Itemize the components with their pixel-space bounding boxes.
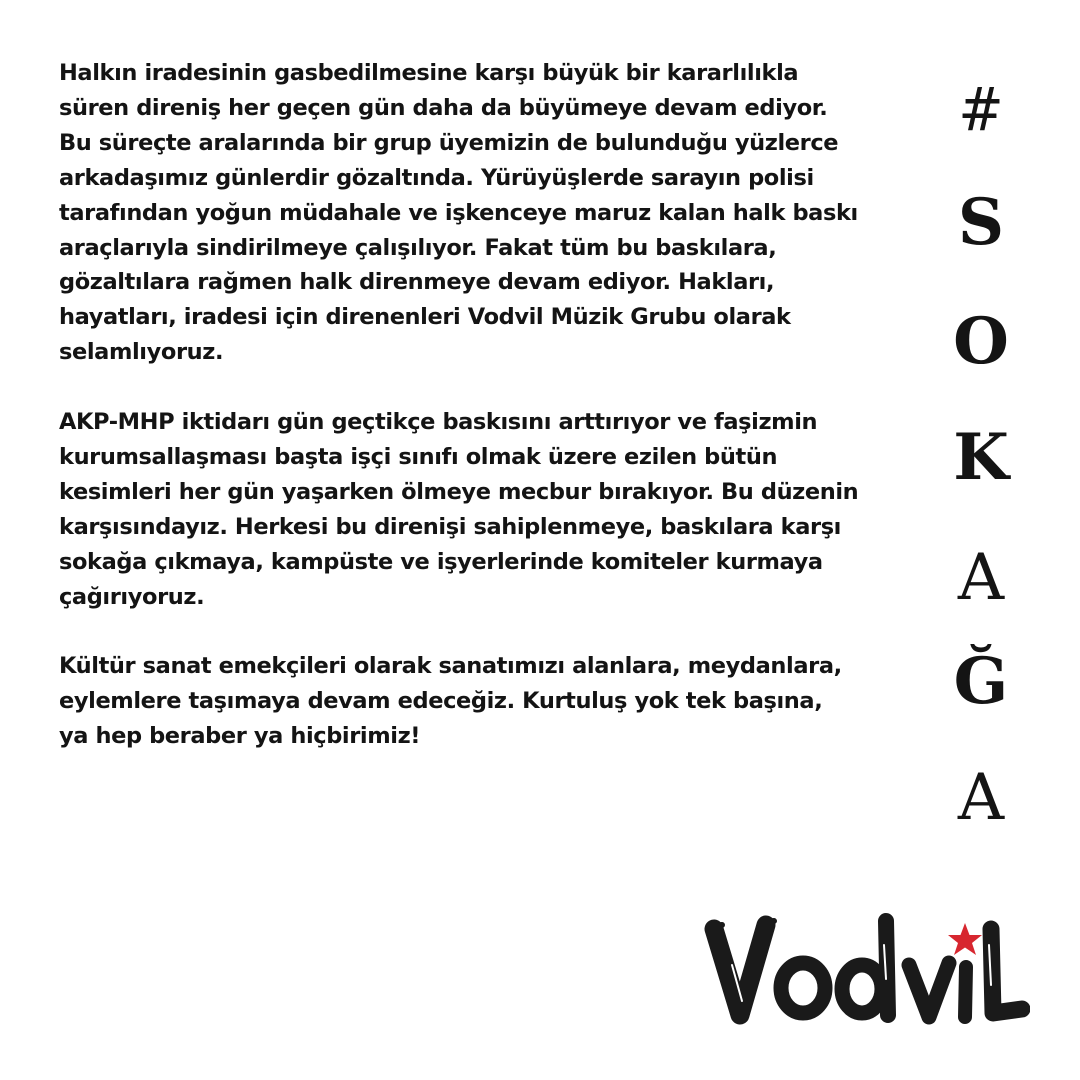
text-line: tarafından yoğun müdahale ve işkenceye maruz kalan halk baskı (59, 199, 858, 226)
text-line: kesimleri her gün yaşarken ölmeye mecbur bırakıyor. Bu düzenin (59, 478, 859, 505)
text-line: eylemlere taşımaya devam edeceğiz. Kurtuluş yok tek başına, (59, 688, 823, 715)
paragraph-3 (59, 649, 939, 754)
statement-text (59, 56, 939, 754)
hashtag-letter: A (957, 541, 1005, 615)
hashtag-letter: O (953, 304, 1009, 379)
text-line: hayatları, iradesi için direnenleri Vodvil Müzik Grubu olarak (59, 304, 791, 331)
hashtag-sokaga (936, 60, 1026, 840)
text-line: karşısındayız. Herkesi bu direnişi sahiplenmeye, baskılara karşı (59, 513, 841, 540)
text-line: gözaltılara rağmen halk direnmeye devam ediyor. Hakları, (59, 269, 775, 296)
star-icon (948, 923, 982, 955)
paragraph-1 (59, 56, 939, 370)
hashtag-symbol: # (958, 75, 1004, 145)
hashtag-letter: K (953, 420, 1009, 495)
paragraph-2 (59, 405, 939, 614)
text-line: arkadaşımız günlerdir gözaltında. Yürüyüşlerde sarayın polisi (59, 164, 814, 191)
hashtag-letter: Ğ (953, 644, 1009, 719)
text-line: sokağa çıkmaya, kampüste ve işyerlerinde komiteler kurmaya (59, 548, 823, 575)
paragraph-spacer (59, 370, 939, 405)
text-line: Kültür sanat emekçileri olarak sanatımızı alanlara, meydanlara, (59, 653, 842, 680)
text-line: ya hep beraber ya hiçbirimiz! (59, 723, 421, 750)
vodvil-logo (700, 905, 1030, 1035)
paragraph-spacer (59, 614, 939, 649)
text-line: Bu süreçte aralarında bir grup üyemizin de bulunduğu yüzlerce (59, 129, 839, 156)
text-line: AKP-MHP iktidarı gün geçtikçe baskısını arttırıyor ve faşizmin (59, 409, 818, 436)
text-line: araçlarıyla sindirilmeye çalışılıyor. Fakat tüm bu baskılara, (59, 234, 777, 261)
hashtag-letter: A (957, 761, 1005, 835)
text-line: selamlıyoruz. (59, 339, 224, 366)
text-line: kurumsallaşması başta işçi sınıfı olmak üzere ezilen bütün (59, 443, 778, 470)
text-line: süren direniş her geçen gün daha da büyümeye devam ediyor. (59, 94, 828, 121)
text-line: Halkın iradesinin gasbedilmesine karşı büyük bir kararlılıkla (59, 60, 799, 86)
hashtag-letter: S (957, 185, 1005, 260)
vodvil-logo-graphic (700, 905, 1030, 1035)
text-line: çağırıyoruz. (59, 583, 205, 610)
